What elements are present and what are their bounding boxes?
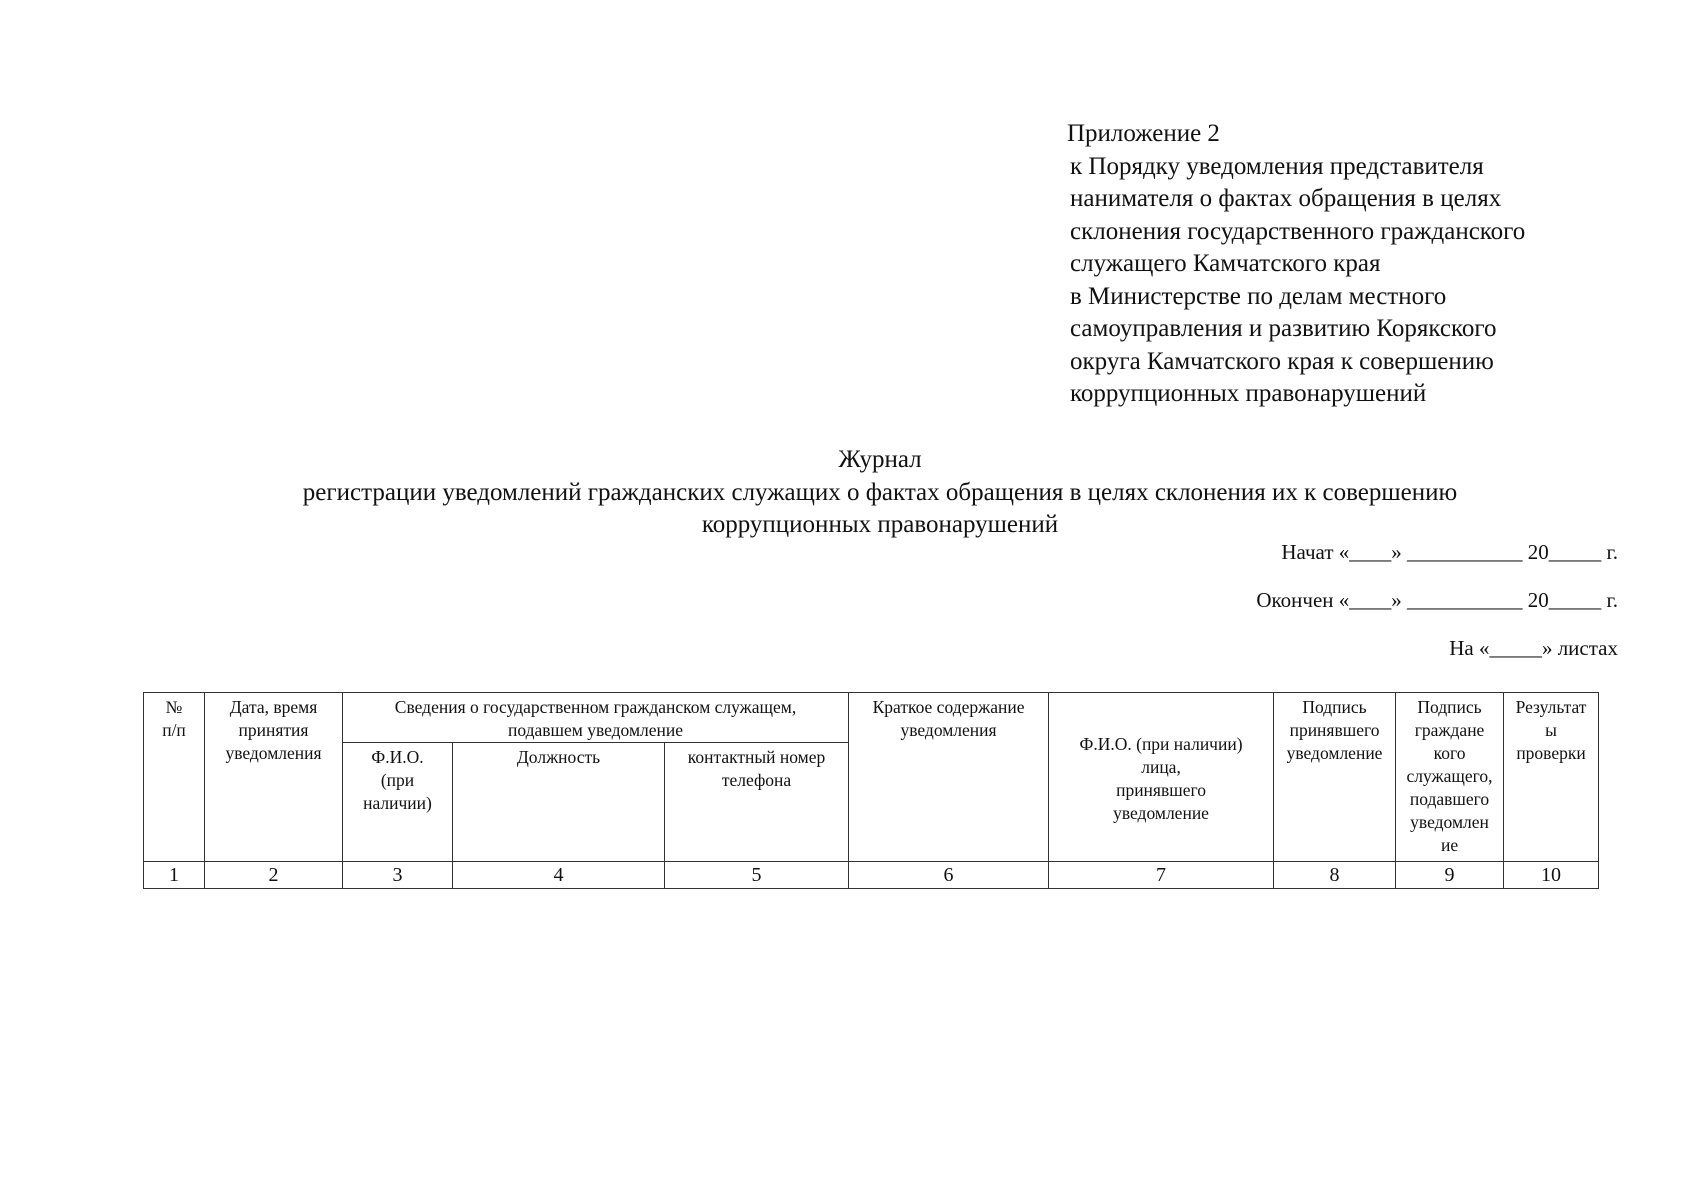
journal-heading: Журнал (838, 446, 922, 473)
column-number-row (144, 862, 1599, 889)
appendix-line: служащего Камчатского края (1070, 250, 1381, 277)
column-number: 9 (1396, 862, 1504, 889)
header-servant-info: Сведения о государственном гражданском служащем, подавшем уведомление (343, 693, 849, 743)
column-number: 7 (1049, 862, 1274, 889)
column-number: 8 (1274, 862, 1396, 889)
header-servant-fio: Ф.И.О. (при наличии) (343, 743, 453, 862)
appendix-line: к Порядку уведомления представителя (1070, 152, 1484, 180)
appendix-note (1067, 118, 1630, 411)
registration-journal-table (143, 692, 1599, 889)
appendix-line: нанимателя о фактах обращения в целях (1070, 185, 1502, 212)
journal-subtitle-line-2: коррупционных правонарушений (701, 511, 1059, 538)
journal-started-line: Начат «____» ___________ 20_____ г. (1281, 540, 1618, 564)
header-receiver-fio: Ф.И.О. (при наличии) лица, принявшего уведомление (1049, 693, 1274, 862)
column-number: 1 (144, 862, 205, 889)
appendix-title: Приложение 2 (1067, 120, 1220, 147)
header-number: № п/п (144, 693, 205, 862)
column-number: 3 (343, 862, 453, 889)
column-number: 10 (1504, 862, 1599, 889)
header-servant-position: Должность (453, 743, 665, 862)
column-number: 6 (849, 862, 1049, 889)
header-date-time: Дата, время принятия уведомления (205, 693, 343, 862)
header-servant-signature: Подпись граждане кого служащего, подавшего уведомлен ие (1396, 693, 1504, 862)
header-check-result: Результат ы проверки (1504, 693, 1599, 862)
appendix-line: коррупционных правонарушений (1070, 380, 1427, 407)
journal-finished-line: Окончен «____» ___________ 20_____ г. (1256, 588, 1618, 612)
journal-subtitle-line-1: регистрации уведомлений гражданских служащих о фактах обращения в целях склонения их к совершению (302, 478, 1458, 506)
header-summary: Краткое содержание уведомления (849, 693, 1049, 862)
appendix-line: склонения государственного гражданского (1070, 217, 1526, 245)
header-servant-phone: контактный номер телефона (665, 743, 849, 862)
column-number: 5 (665, 862, 849, 889)
column-number: 4 (453, 862, 665, 889)
journal-sheets-line: На «_____» листах (1449, 636, 1618, 660)
column-number: 2 (205, 862, 343, 889)
appendix-line: самоуправления и развитию Корякского (1070, 315, 1497, 342)
header-receiver-signature: Подпись принявшего уведомление (1274, 693, 1396, 862)
appendix-line: в Министерстве по делам местного (1070, 282, 1447, 310)
appendix-line: округа Камчатского края к совершению (1070, 347, 1494, 375)
table-header-row-1 (144, 693, 1599, 743)
journal-title-block (140, 444, 1620, 542)
